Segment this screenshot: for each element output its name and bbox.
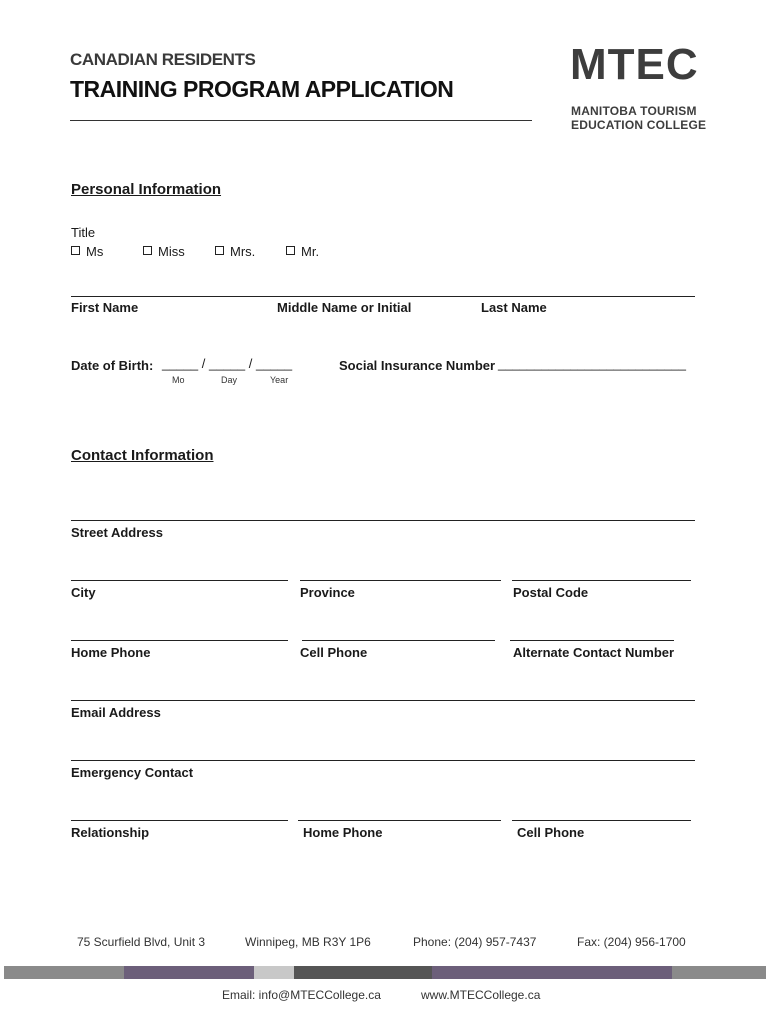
band-segment xyxy=(672,966,766,979)
band-segment xyxy=(4,966,124,979)
logo-line-1: MANITOBA TOURISM xyxy=(571,104,697,118)
footer-email[interactable]: Email: info@MTECCollege.ca xyxy=(222,988,381,1002)
form-title: TRAINING PROGRAM APPLICATION xyxy=(70,76,454,102)
footer-website[interactable]: www.MTECCollege.ca xyxy=(421,988,541,1002)
city-label: City xyxy=(71,585,96,600)
mtec-logo: MTEC xyxy=(570,40,699,89)
emergency-home-phone-label: Home Phone xyxy=(303,825,383,840)
checkbox-icon[interactable] xyxy=(143,246,152,255)
street-address-line[interactable] xyxy=(71,520,695,521)
dob-year-hint: Year xyxy=(270,375,289,385)
email-label: Email Address xyxy=(71,705,161,720)
home-phone-line[interactable] xyxy=(71,640,288,641)
relationship-label: Relationship xyxy=(71,825,150,840)
band-segment xyxy=(294,966,432,979)
footer-fax: Fax: (204) 956-1700 xyxy=(577,935,686,949)
footer-color-band xyxy=(4,966,766,979)
last-name-label: Last Name xyxy=(481,300,547,315)
title-option-mrs[interactable]: Mrs. xyxy=(215,244,255,259)
personal-info-heading: Personal Information xyxy=(71,181,222,198)
middle-name-label: Middle Name or Initial xyxy=(277,300,412,315)
checkbox-icon[interactable] xyxy=(215,246,224,255)
dob-field[interactable]: _____ / _____ / _____ xyxy=(162,356,293,371)
emergency-contact-label: Emergency Contact xyxy=(71,765,194,780)
city-line[interactable] xyxy=(71,580,288,581)
name-line[interactable] xyxy=(71,296,695,297)
province-line[interactable] xyxy=(300,580,501,581)
alt-contact-label: Alternate Contact Number xyxy=(513,645,675,660)
province-label: Province xyxy=(300,585,355,600)
dob-day-hint: Day xyxy=(221,375,238,385)
footer-city: Winnipeg, MB R3Y 1P6 xyxy=(245,935,371,949)
cell-phone-label: Cell Phone xyxy=(300,645,368,660)
home-phone-label: Home Phone xyxy=(71,645,151,660)
title-option-miss[interactable]: Miss xyxy=(143,244,185,259)
footer-address: 75 Scurfield Blvd, Unit 3 xyxy=(77,935,206,949)
relationship-line[interactable] xyxy=(71,820,288,821)
emergency-home-phone-line[interactable] xyxy=(298,820,501,821)
footer-phone: Phone: (204) 957-7437 xyxy=(413,935,537,949)
alt-contact-line[interactable] xyxy=(510,640,674,641)
sin-field[interactable]: __________________________ xyxy=(498,356,686,371)
email-line[interactable] xyxy=(71,700,695,701)
street-address-label: Street Address xyxy=(71,525,163,540)
checkbox-icon[interactable] xyxy=(71,246,80,255)
title-option-ms[interactable]: Ms xyxy=(71,244,103,259)
emergency-contact-line[interactable] xyxy=(71,760,695,761)
title-label: Title xyxy=(71,225,96,240)
band-segment xyxy=(124,966,254,979)
postal-code-label: Postal Code xyxy=(513,585,589,600)
band-segment xyxy=(432,966,672,979)
dob-label: Date of Birth: xyxy=(71,358,154,373)
emergency-cell-phone-line[interactable] xyxy=(512,820,691,821)
contact-info-heading: Contact Information xyxy=(71,447,214,464)
sin-label: Social Insurance Number xyxy=(339,358,496,373)
checkbox-icon[interactable] xyxy=(286,246,295,255)
postal-code-line[interactable] xyxy=(512,580,691,581)
form-subtitle: CANADIAN RESIDENTS xyxy=(70,50,256,69)
header-divider xyxy=(70,120,532,121)
first-name-label: First Name xyxy=(71,300,139,315)
cell-phone-line[interactable] xyxy=(302,640,495,641)
dob-month-hint: Mo xyxy=(172,375,185,385)
band-segment xyxy=(254,966,294,979)
emergency-cell-phone-label: Cell Phone xyxy=(517,825,585,840)
logo-line-2: EDUCATION COLLEGE xyxy=(571,118,707,132)
title-option-mr[interactable]: Mr. xyxy=(286,244,319,259)
